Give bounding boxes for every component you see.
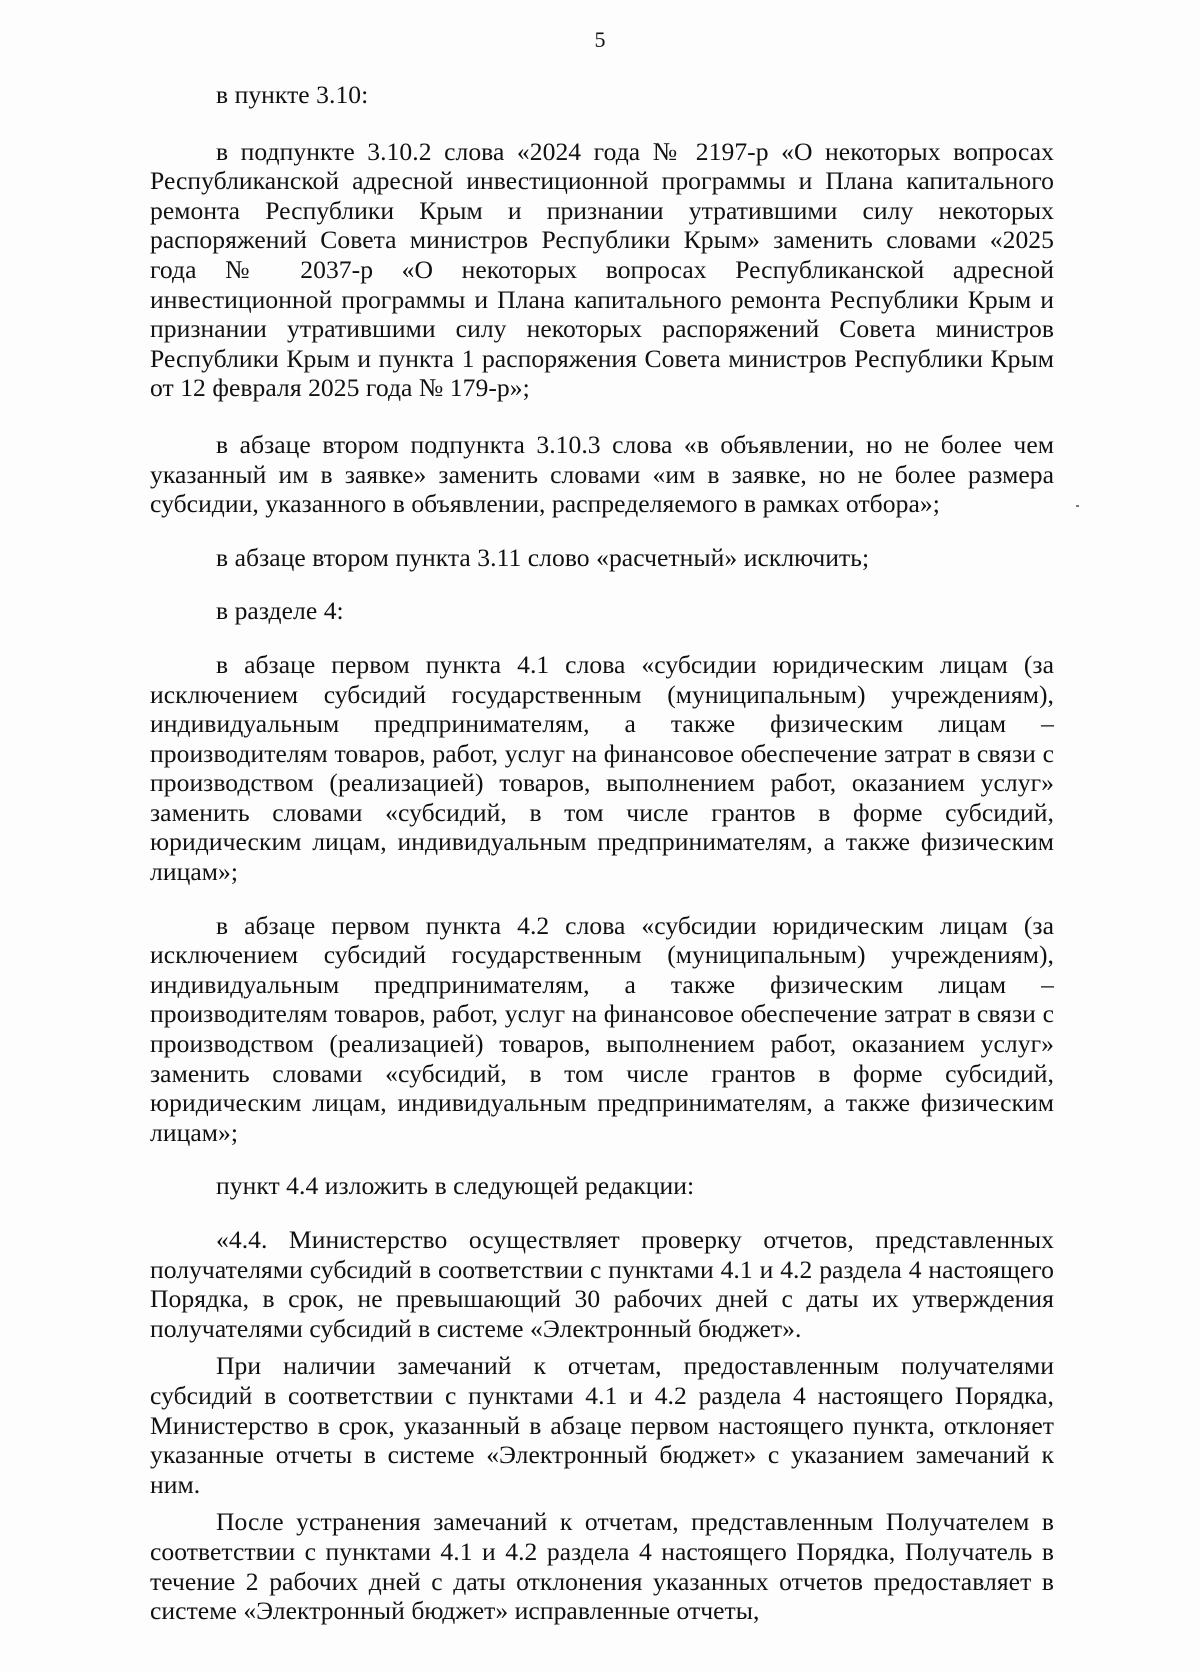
scan-speck <box>1076 505 1079 507</box>
page-number: 5 <box>594 27 606 52</box>
paragraph-subclause-3-10-2: в подпункте 3.10.2 слова «2024 года № 2197-р «О некоторых вопросах Республиканской адресной инвестиционной программы и Плана капитального ремонта Республики Крым и признании утратившими силу некоторых распоряжений Совета министров Республики Крым» заменить словами «2025 года № 2037-р «О некоторых вопросах Республиканской адресной инвестиционной программы и Плана капитального ремонта Республики Крым и признании утратившими силу некоторых распоряжений Совета министров Республики Крым и пункта 1 распоряжения Совета министров Республики Крым от 12 февраля 2025 года № 179-р»; <box>150 136 1054 403</box>
paragraph-section-3-10: в пункте 3.10: <box>216 80 369 109</box>
paragraph-subclause-3-10-3: в абзаце втором подпункта 3.10.3 слова «в объявлении, но не более чем указанный им в заявке» заменить словами «им в заявке, но не более размера субсидии, указанного в объявлении, распределяемого в рамках отбора»; <box>150 429 1054 519</box>
paragraph-clause-4-1: в абзаце первом пункта 4.1 слова «субсидии юридическим лицам (за исключением субсидий государственным (муниципальным) учреждениям), индивидуальным предпринимателям, а также физическим лицам – производителям товаров, работ, услуг на финансовое обеспечение затрат в связи с производством (реализацией) товаров, выполнением работ, оказанием услуг» заменить словами «субсидий, в том числе грантов в форме субсидий, юридическим лицам, индивидуальным предпринимателям, а также физическим лицам»; <box>150 649 1054 887</box>
paragraph-clause-4-4-intro: пункт 4.4 изложить в следующей редакции: <box>216 1171 695 1201</box>
paragraph-remarks: При наличии замечаний к отчетам, предоставленным получателями субсидий в соответствии с пунктами 4.1 и 4.2 раздела 4 настоящего Порядка, Министерство в срок, указанный в абзаце первом настоящего пункта, отклоняет указанные отчеты в системе «Электронный бюджет» с указанием замечаний к ним. <box>150 1351 1054 1499</box>
document-body <box>150 80 1054 1626</box>
paragraph-clause-3-11: в абзаце втором пункта 3.11 слово «расчетный» исключить; <box>216 542 870 572</box>
paragraph-corrections: После устранения замечаний к отчетам, представленным Получателем в соответствии с пунктами 4.1 и 4.2 раздела 4 настоящего Порядка, Получатель в течение 2 рабочих дней с даты отклонения указанных отчетов предоставляет в системе «Электронный бюджет» исправленные отчеты, <box>150 1507 1054 1626</box>
paragraph-clause-4-2: в абзаце первом пункта 4.2 слова «субсидии юридическим лицам (за исключением субсидий государственным (муниципальным) учреждениям), индивидуальным предпринимателям, а также физическим лицам – производителям товаров, работ, услуг на финансовое обеспечение затрат в связи с производством (реализацией) товаров, выполнением работ, оказанием услуг» заменить словами «субсидий, в том числе грантов в форме субсидий, юридическим лицам, индивидуальным предпринимателям, а также физическим лицам»; <box>150 910 1054 1147</box>
paragraph-clause-4-4-text: «4.4. Министерство осуществляет проверку отчетов, представленных получателями субсидий в соответствии с пунктами 4.1 и 4.2 раздела 4 настоящего Порядка, в срок, не превышающий 30 рабочих дней с даты их утверждения получателями субсидий в системе «Электронный бюджет». <box>150 1225 1054 1343</box>
paragraph-section-4: в разделе 4: <box>216 596 344 626</box>
